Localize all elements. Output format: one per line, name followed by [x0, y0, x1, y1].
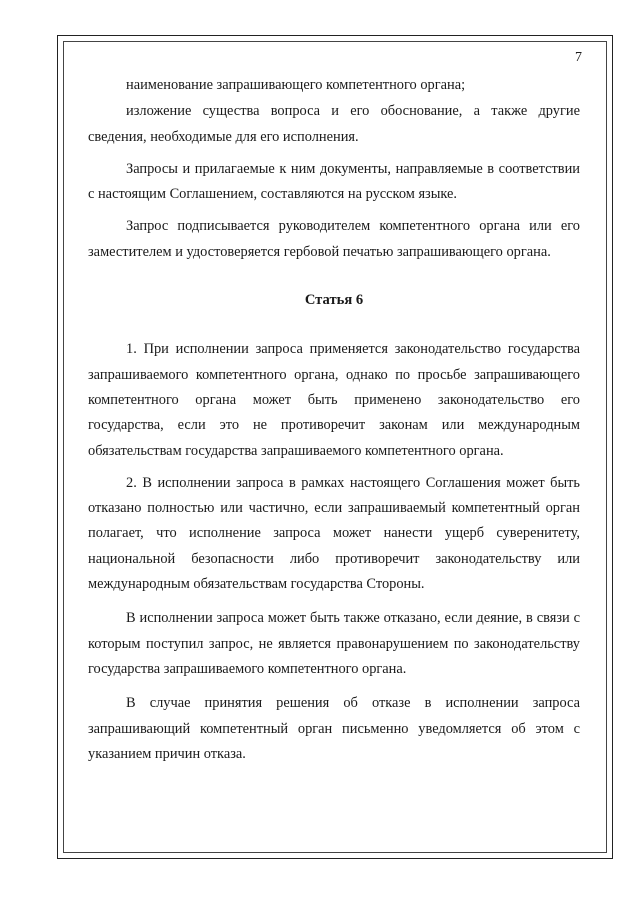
paragraph-request-language: Запросы и прилагаемые к ним документы, направляемые в соответствии с настоящим Соглашением, составляются на русском языке.	[88, 160, 580, 203]
paragraph-article-6-1: 1. При исполнении запроса применяется законодательство государства запрашиваемого компетентного органа, однако по просьбе запрашивающего компетентного органа может быть применено законодательство его государства, если это не противоречит законам или международным обязательствам государства запрашиваемого компетентного органа.	[88, 341, 580, 459]
page-number: 7	[575, 50, 582, 65]
paragraph-requesting-authority-name: наименование запрашивающего компетентного органа;	[126, 77, 466, 93]
paragraph-request-substance: изложение существа вопроса и его обоснование, а также другие сведения, необходимые для его исполнения.	[88, 103, 580, 145]
paragraph-article-6-2: 2. В исполнении запроса в рамках настоящего Соглашения может быть отказано полностью или частично, если запрашиваемый компетентный орган полагает, что исполнение запроса может нанести ущерб суверенитету, национальной безопасности либо противоречит законодательству или международным обязательствам государства Стороны.	[88, 474, 580, 593]
article-heading: Статья 6	[304, 292, 364, 309]
document-body	[88, 73, 580, 767]
paragraph-refusal-not-offence: В исполнении запроса может быть также отказано, если деяние, в связи с которым поступил запрос, не является правонарушением по законодательству государства запрашиваемого компетентного органа.	[88, 610, 580, 677]
paragraph-request-signature: Запрос подписывается руководителем компетентного органа или его заместителем и удостоверяется гербовой печатью запрашивающего органа.	[88, 218, 580, 260]
paragraph-refusal-notification: В случае принятия решения об отказе в исполнении запроса запрашивающий компетентный орган письменно уведомляется об этом с указанием причин отказа.	[88, 695, 580, 762]
